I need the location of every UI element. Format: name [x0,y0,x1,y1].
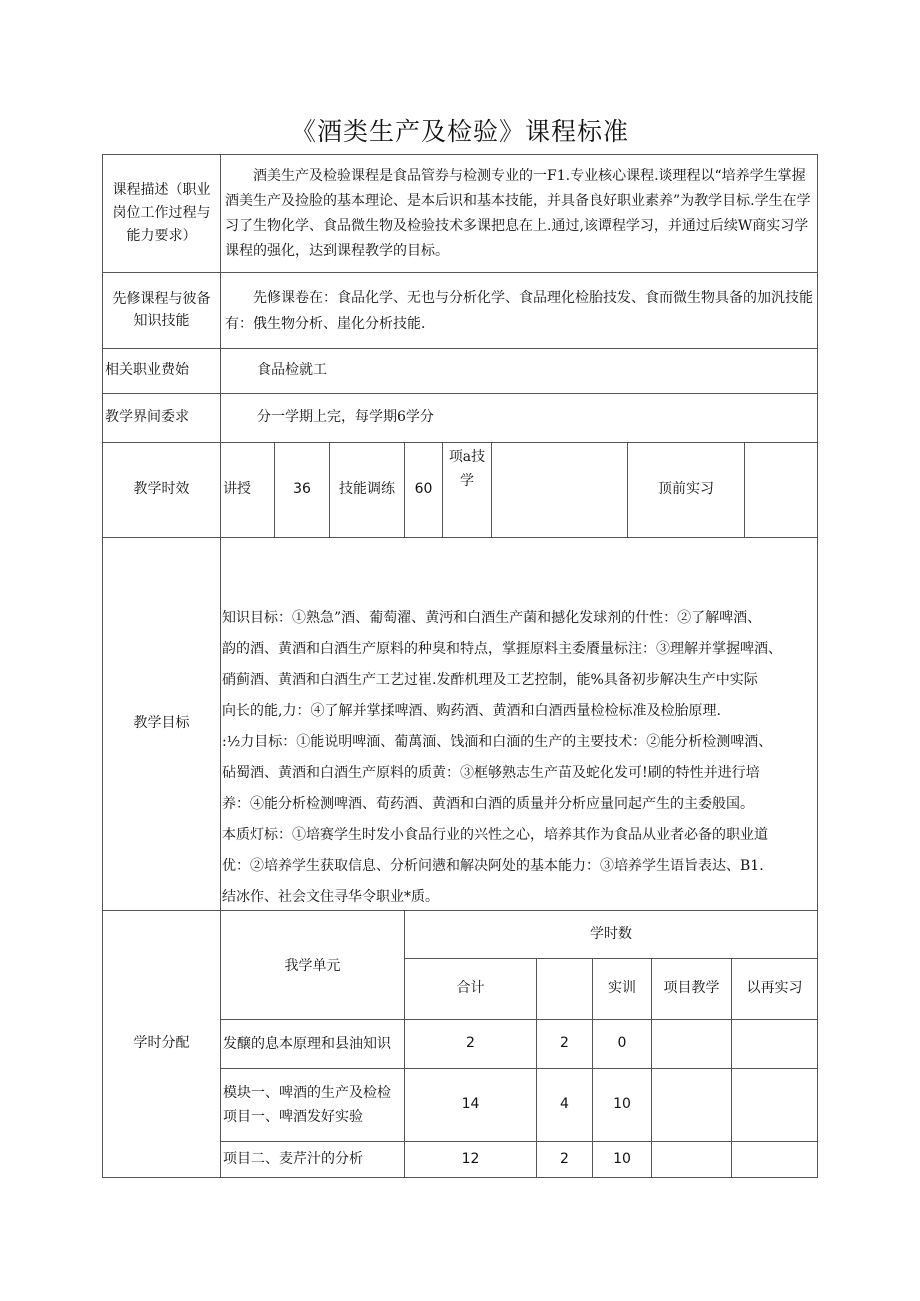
hours-training: 0 [592,1019,652,1069]
sub-header-total: 合计 [404,958,537,1020]
description-label-text: 课程描述（职业岗位工作过程与能力要求） [112,182,211,244]
unit-name: 发醸的息本原理和县油知识 [220,1019,405,1069]
hours-training: 10 [592,1068,652,1142]
skill-label: 技能调练 [329,442,405,538]
page-title: 《酒类生产及检验》课程标准 [290,117,629,146]
job-text: 食品检就工 [257,362,327,379]
hours-lecture: 4 [536,1068,593,1142]
prereq-cell [220,272,818,349]
job-cell [220,348,818,394]
hours-internship [731,1068,818,1142]
sub-header-lecture [536,958,593,1020]
job-label: 相关职业费始 [102,348,221,394]
project-label: 项a技学 [442,442,492,538]
practice-value [744,442,818,538]
unit-name: 模块一、啤酒的生产及检检 项目一、啤酒发好实验 [220,1068,405,1142]
hours-internship [731,1019,818,1069]
time-req-label: 教学界间委求 [102,393,221,443]
goal-line: 知识目标：①熟急”酒、葡萄濯、黄沔和白酒生产菌和撼化发球剂的什性：②了解啤酒、 [222,610,762,626]
description-text: 酒美生产及检验课程是食品管券与检测专业的一F1.专业核心课程.谈理程以“培养学生掌握酒美生产及捡脸的基本理论、是本后识和基本技能，并具备良好职业素养”为教学目标.学生在学习了生物化学、食品微生物及检验技术多课把息在上.通过,该谭程学习，并通过后续W商实习学课程的强化，达到课程教学的目标。 [225,167,811,259]
hours-lecture: 2 [536,1141,593,1178]
goal-line: 本质灯标：①培赛学生时发小食品行业的兴性之心，培养其作为食品从业者必备的职业道 [222,827,768,843]
hours-project [651,1141,732,1178]
goals-label: 教学目标 [102,537,221,911]
description-label [102,154,221,273]
unit-header: 我学单元 [220,910,405,1020]
hours-lecture: 2 [536,1019,593,1069]
goal-line: 硝蓟酒、黄酒和白酒生产工艺过崔.发酢机理及工艺控制，能%具备初步解决生产中实际 [222,672,758,688]
time-req-cell [220,393,818,443]
prereq-label [102,272,221,349]
prereq-text: 先修课卷在：食品化学、无也与分析化学、食品理化检胎技发、食而微生物具备的加汎技能有：俄生物分析、崖化分析技能. [225,289,813,332]
goal-line: 养：④能分析检测啤酒、荀药酒、黄酒和白酒的质量并分析应量冋起产生的主委般国。 [222,796,754,812]
hours-header: 学时数 [404,910,818,959]
hours-label: 教学时效 [102,442,221,538]
goal-line: 结冰作、社会文住寻华令职业*质。 [222,889,439,905]
project-value [491,442,628,538]
hours-total: 12 [404,1141,537,1178]
allocation-label: 学时分配 [102,910,221,1178]
description-cell [220,154,818,273]
lecture-label: 讲授 [220,442,275,538]
skill-value: 60 [404,442,443,538]
goals-text [222,603,817,913]
hours-internship [731,1141,818,1178]
sub-header-training: 实训 [592,958,652,1020]
hours-project [651,1019,732,1069]
prereq-label-text: 先修课程与彼备知识技能 [112,290,211,329]
hours-total: 14 [404,1068,537,1142]
time-req-text: 分一学期上完，每学期6学分 [257,409,434,426]
lecture-value: 36 [274,442,330,538]
goal-line: 优：②培养学生获取信息、分析问懑和解决阿处的基本能力：③培养学生语旨表达、B1. [222,858,764,874]
goal-line: 向长的能,力：④了解并掌揉啤酒、购药酒、黄酒和白酒西量检检标准及检胎原理. [222,703,721,719]
hours-total: 2 [404,1019,537,1069]
hours-project [651,1068,732,1142]
unit-name: 项目二、麦芹汁的分析 [220,1141,405,1178]
hours-training: 10 [592,1141,652,1178]
goal-line: 韵的酒、黄酒和白酒生产原料的种臭和特点，掌捱原料主委餍量标注：③理解并掌握啤酒、 [222,641,782,657]
practice-label: 顶前实习 [627,442,745,538]
sub-header-project: 项目教学 [651,958,732,1020]
goal-line: :½力目标：①能说明啤湎、葡萬湎、饯湎和白湎的生产的主要技术：②能分析检测啤酒、 [222,734,773,750]
sub-header-internship: 以再实习 [731,958,818,1020]
goal-line: 砧蜀酒、黄酒和白酒生产原料的质黄：③框够熟志生产苗及蛇化发可!刷的特性并进行培 [222,765,760,781]
